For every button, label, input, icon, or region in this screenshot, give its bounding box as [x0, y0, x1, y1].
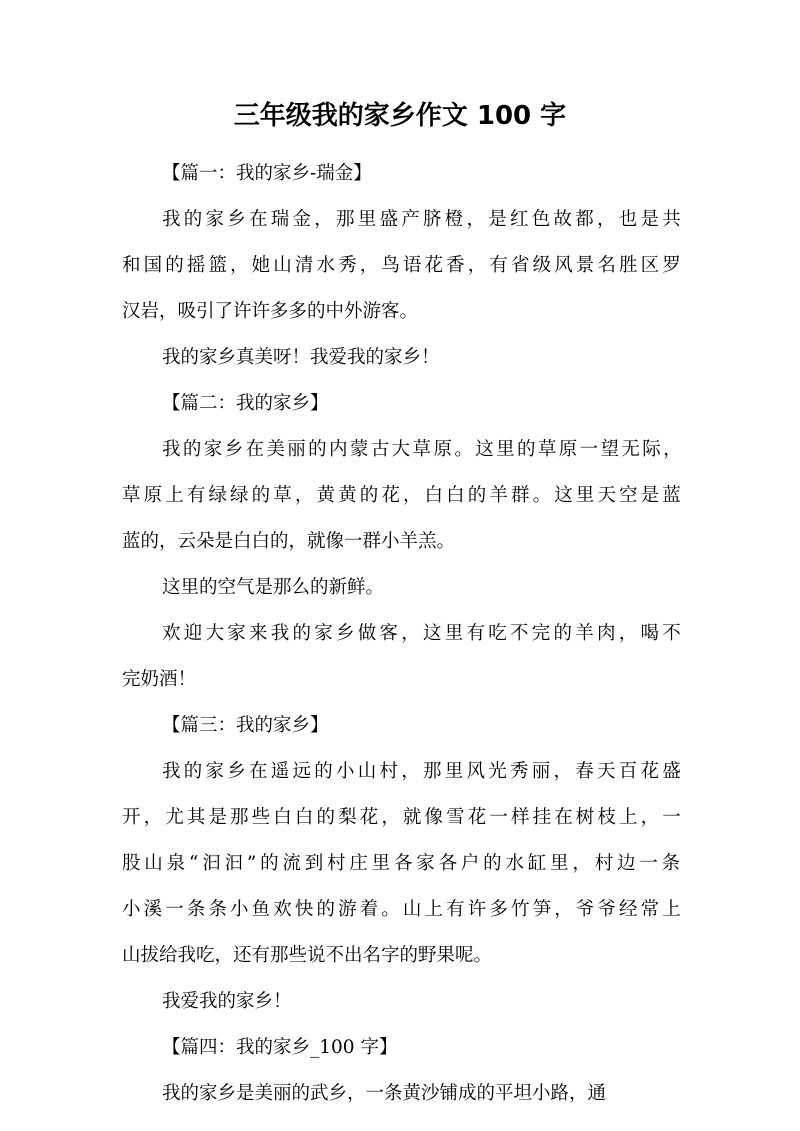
paragraph-line: 和国的摇篮，她山清水秀，鸟语花香，有省级风景名胜区罗 [122, 255, 684, 276]
paragraph-line: 欢迎大家来我的家乡做客，这里有吃不完的羊肉，喝不 [162, 623, 684, 644]
paragraph-line: 我的家乡在美丽的内蒙古大草原。这里的草原一望无际， [162, 439, 684, 460]
paragraph-line: 这里的空气是那么的新鲜。 [162, 577, 385, 598]
paragraph-line: 我的家乡真美呀！我爱我的家乡！ [162, 347, 440, 368]
paragraph-line: 草原上有绿绿的草，黄黄的花，白白的羊群。这里天空是蓝 [122, 485, 684, 506]
section-heading: 【篇三：我的家乡】 [162, 715, 329, 736]
paragraph-line: 股山泉“汩汩”的流到村庄里各家各户的水缸里，村边一条 [122, 853, 684, 874]
paragraph-line: 我的家乡在瑞金，那里盛产脐橙，是红色故都，也是共 [162, 209, 684, 230]
document-body [122, 151, 684, 1117]
paragraph-line: 我的家乡是美丽的武乡，一条黄沙铺成的平坦小路，通 [162, 1083, 607, 1104]
paragraph-line: 开，尤其是那些白白的梨花，就像雪花一样挂在树枝上，一 [122, 807, 684, 828]
paragraph-line: 汉岩，吸引了许许多多的中外游客。 [122, 301, 419, 322]
section-heading: 【篇四：我的家乡_100 字】 [162, 1037, 398, 1058]
paragraph-line: 蓝的，云朵是白白的，就像一群小羊羔。 [122, 531, 456, 552]
paragraph-line: 我的家乡在遥远的小山村，那里风光秀丽，春天百花盛 [162, 761, 684, 782]
paragraph-line: 小溪一条条小鱼欢快的游着。山上有许多竹笋，爷爷经常上 [122, 899, 684, 920]
section-heading: 【篇一：我的家乡-瑞金】 [162, 163, 372, 184]
paragraph-line: 完奶酒！ [122, 669, 197, 690]
paragraph-line: 山拔给我吃，还有那些说不出名字的野果呢。 [122, 945, 493, 966]
document-title: 三年级我的家乡作文 100 字 [233, 101, 567, 131]
paragraph-line: 我爱我的家乡！ [162, 991, 292, 1012]
section-heading: 【篇二：我的家乡】 [162, 393, 329, 414]
